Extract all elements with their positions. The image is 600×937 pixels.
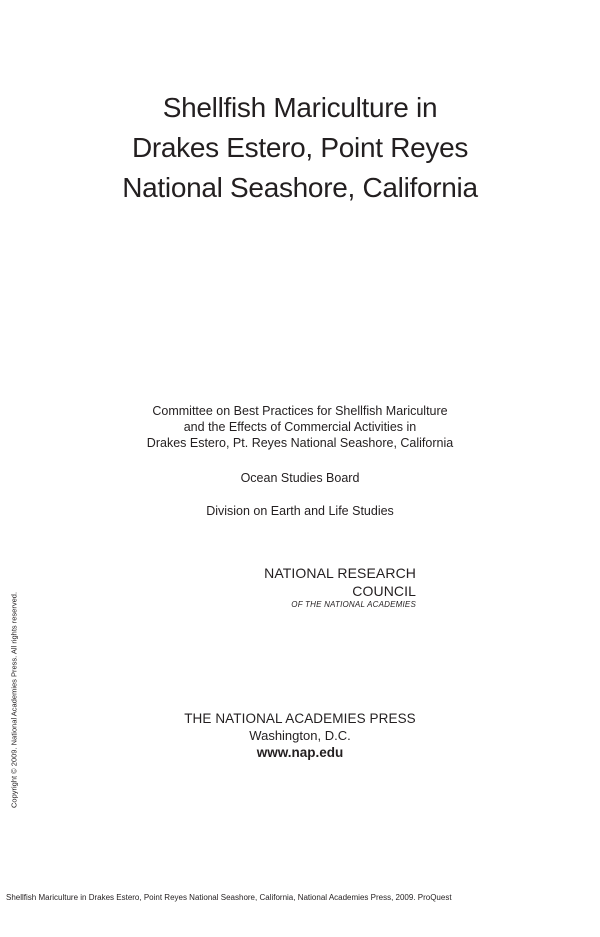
copyright-text: Copyright © 2009. National Academies Press. All rights reserved. — [9, 591, 19, 809]
publisher-url: www.nap.edu — [256, 745, 344, 760]
nrc-subtitle: OF THE NATIONAL ACADEMIES — [291, 600, 416, 609]
committee-line-2: and the Effects of Commercial Activities in — [183, 420, 417, 434]
citation-footer: Shellfish Mariculture in Drakes Estero, Point Reyes National Seashore, California, National Academies Press, 2009. ProQuest — [6, 893, 452, 902]
title-line-2: Drakes Estero, Point Reyes — [131, 132, 469, 163]
publisher-name: THE NATIONAL ACADEMIES PRESS — [184, 711, 416, 726]
board-name: Ocean Studies Board — [240, 471, 360, 485]
title-line-1: Shellfish Mariculture in — [162, 92, 438, 123]
page-title — [0, 88, 600, 208]
publisher-city: Washington, D.C. — [249, 728, 351, 743]
committee-line-3: Drakes Estero, Pt. Reyes National Seashore, California — [146, 436, 454, 450]
publisher-block — [0, 710, 600, 761]
division-name: Division on Earth and Life Studies — [206, 504, 394, 518]
committee-name — [0, 403, 600, 451]
committee-line-1: Committee on Best Practices for Shellfish Mariculture — [152, 404, 448, 418]
nrc-block — [198, 564, 416, 610]
title-line-3: National Seashore, California — [122, 172, 478, 203]
nrc-name: NATIONAL RESEARCH COUNCIL — [264, 565, 416, 599]
